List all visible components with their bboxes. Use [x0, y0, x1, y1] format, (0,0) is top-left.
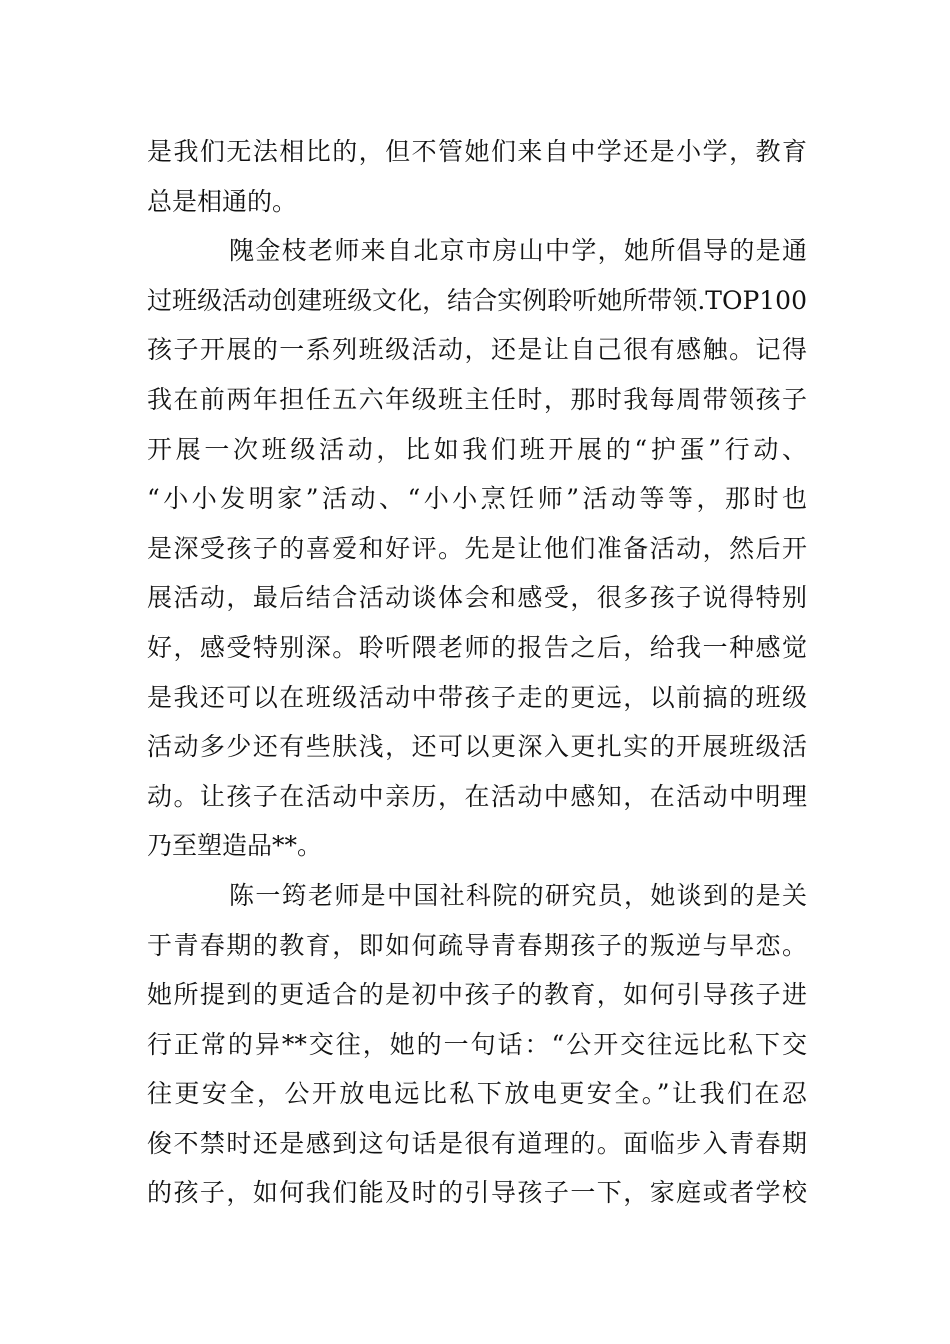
text-line: 俊不禁时还是感到这句话是很有道理的。面临步入青春期	[147, 1128, 807, 1158]
text-line: “小小发明家”活动、“小小烹饪师”活动等等，那时也	[147, 484, 807, 514]
text-line: 是我们无法相比的，但不管她们来自中学还是小学，教育	[147, 137, 807, 166]
text-line: 她所提到的更适合的是初中孩子的教育，如何引导孩子进	[147, 980, 807, 1010]
text-line: 行正常的异**交往，她的一句话：“公开交往远比私下交	[147, 1029, 807, 1059]
paragraph-start-line: 隗金枝老师来自北京市房山中学，她所倡导的是通	[229, 236, 807, 266]
text-line: 动。让孩子在活动中亲历，在活动中感知，在活动中明理	[147, 781, 807, 811]
text-line: 乃至塑造品**。	[147, 831, 323, 861]
text-line: 总是相通的。	[147, 186, 298, 216]
text-line: 孩子开展的一系列班级活动，还是让自己很有感触。记得	[147, 335, 807, 365]
text-line: 活动多少还有些肤浅，还可以更深入更扎实的开展班级活	[147, 732, 807, 762]
text-line: 过班级活动创建班级文化，结合实例聆听她所带领.TOP100	[147, 285, 807, 315]
text-line: 我在前两年担任五六年级班主任时，那时我每周带领孩子	[147, 384, 807, 414]
text-line: 是深受孩子的喜爱和好评。先是让他们准备活动，然后开	[147, 533, 807, 563]
text-line: 的孩子，如何我们能及时的引导孩子一下，家庭或者学校	[147, 1178, 807, 1208]
body-text	[147, 127, 807, 1218]
text-line: 展活动，最后结合活动谈体会和感受，很多孩子说得特别	[147, 583, 807, 613]
text-line: 开展一次班级活动，比如我们班开展的“护蛋”行动、	[147, 434, 807, 464]
text-line: 往更安全，公开放电远比私下放电更安全。”让我们在忍	[147, 1079, 807, 1109]
text-line: 是我还可以在班级活动中带孩子走的更远，以前搞的班级	[147, 682, 807, 712]
text-line: 好，感受特别深。聆听隈老师的报告之后，给我一种感觉	[147, 632, 807, 662]
text-line: 于青春期的教育，即如何疏导青春期孩子的叛逆与早恋。	[147, 930, 807, 960]
paragraph-start-line: 陈一筠老师是中国社科院的研究员，她谈到的是关	[229, 880, 807, 910]
